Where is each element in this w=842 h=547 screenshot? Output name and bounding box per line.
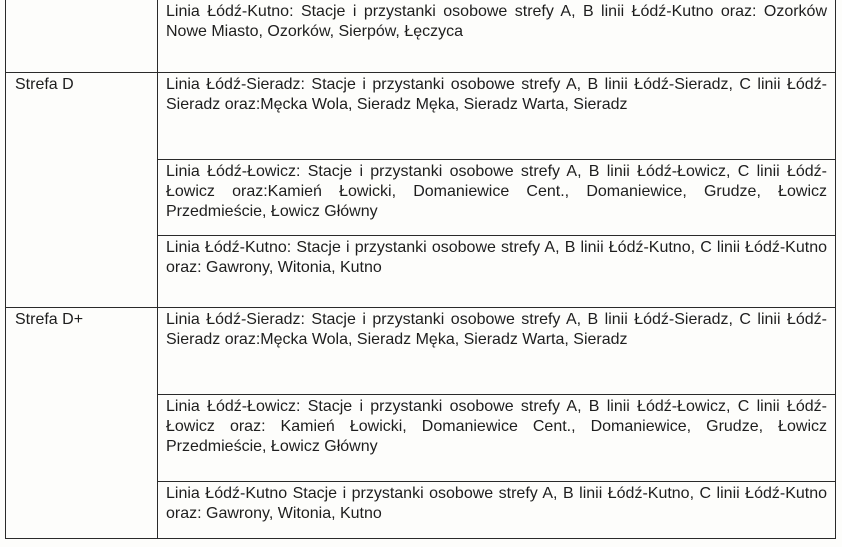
line-description-cell: Linia Łódź-Kutno: Stacje i przystanki osobowe strefy A, B linii Łódź-Kutno, C linii Łódź-Kutno oraz: Gawrony, Witonia, Kutno <box>158 235 836 307</box>
table-row <box>6 307 836 394</box>
table-row <box>6 0 836 72</box>
line-description-cell: Linia Łódź-Sieradz: Stacje i przystanki osobowe strefy A, B linii Łódź-Sieradz, C linii Łódź-Sieradz oraz:Męcka Wola, Sieradz Męka, Sieradz Warta, Sieradz <box>158 72 836 159</box>
zones-table-frame <box>5 0 835 540</box>
line-description-cell: Linia Łódź-Sieradz: Stacje i przystanki osobowe strefy A, B linii Łódź-Sieradz, C linii Łódź-Sieradz oraz:Męcka Wola, Sieradz Męka, Sieradz Warta, Sieradz <box>158 307 836 394</box>
line-description-cell: Linia Łódź-Łowicz: Stacje i przystanki osobowe strefy A, B linii Łódź-Łowicz, C linii Łódź-Łowicz oraz: Kamień Łowicki, Domaniewice Cent., Domaniewice, Grudze, Łowicz Przedmieście, Łowicz Główny <box>158 394 836 481</box>
line-description-cell: Linia Łódź-Kutno: Stacje i przystanki osobowe strefy A, B linii Łódź-Kutno oraz: Ozorków Nowe Miasto, Ozorków, Sierpów, Łęczyca <box>158 0 836 72</box>
zone-label-strefa-d: Strefa D <box>15 75 74 93</box>
zone-label-cell <box>6 0 158 72</box>
zone-label-cell <box>6 72 158 307</box>
line-description-cell: Linia Łódź-Łowicz: Stacje i przystanki osobowe strefy A, B linii Łódź-Łowicz, C linii Łódź-Łowicz oraz:Kamień Łowicki, Domaniewice Cent., Domaniewice, Grudze, Łowicz Przedmieście, Łowicz Główny <box>158 159 836 235</box>
line-description-cell: Linia Łódź-Kutno Stacje i przystanki osobowe strefy A, B linii Łódź-Kutno, C linii Łódź-Kutno oraz: Gawrony, Witonia, Kutno <box>158 481 836 538</box>
zone-label-strefa-d-plus: Strefa D+ <box>15 310 84 328</box>
zone-label-cell <box>6 307 158 538</box>
zones-table <box>5 0 836 539</box>
table-row <box>6 72 836 159</box>
